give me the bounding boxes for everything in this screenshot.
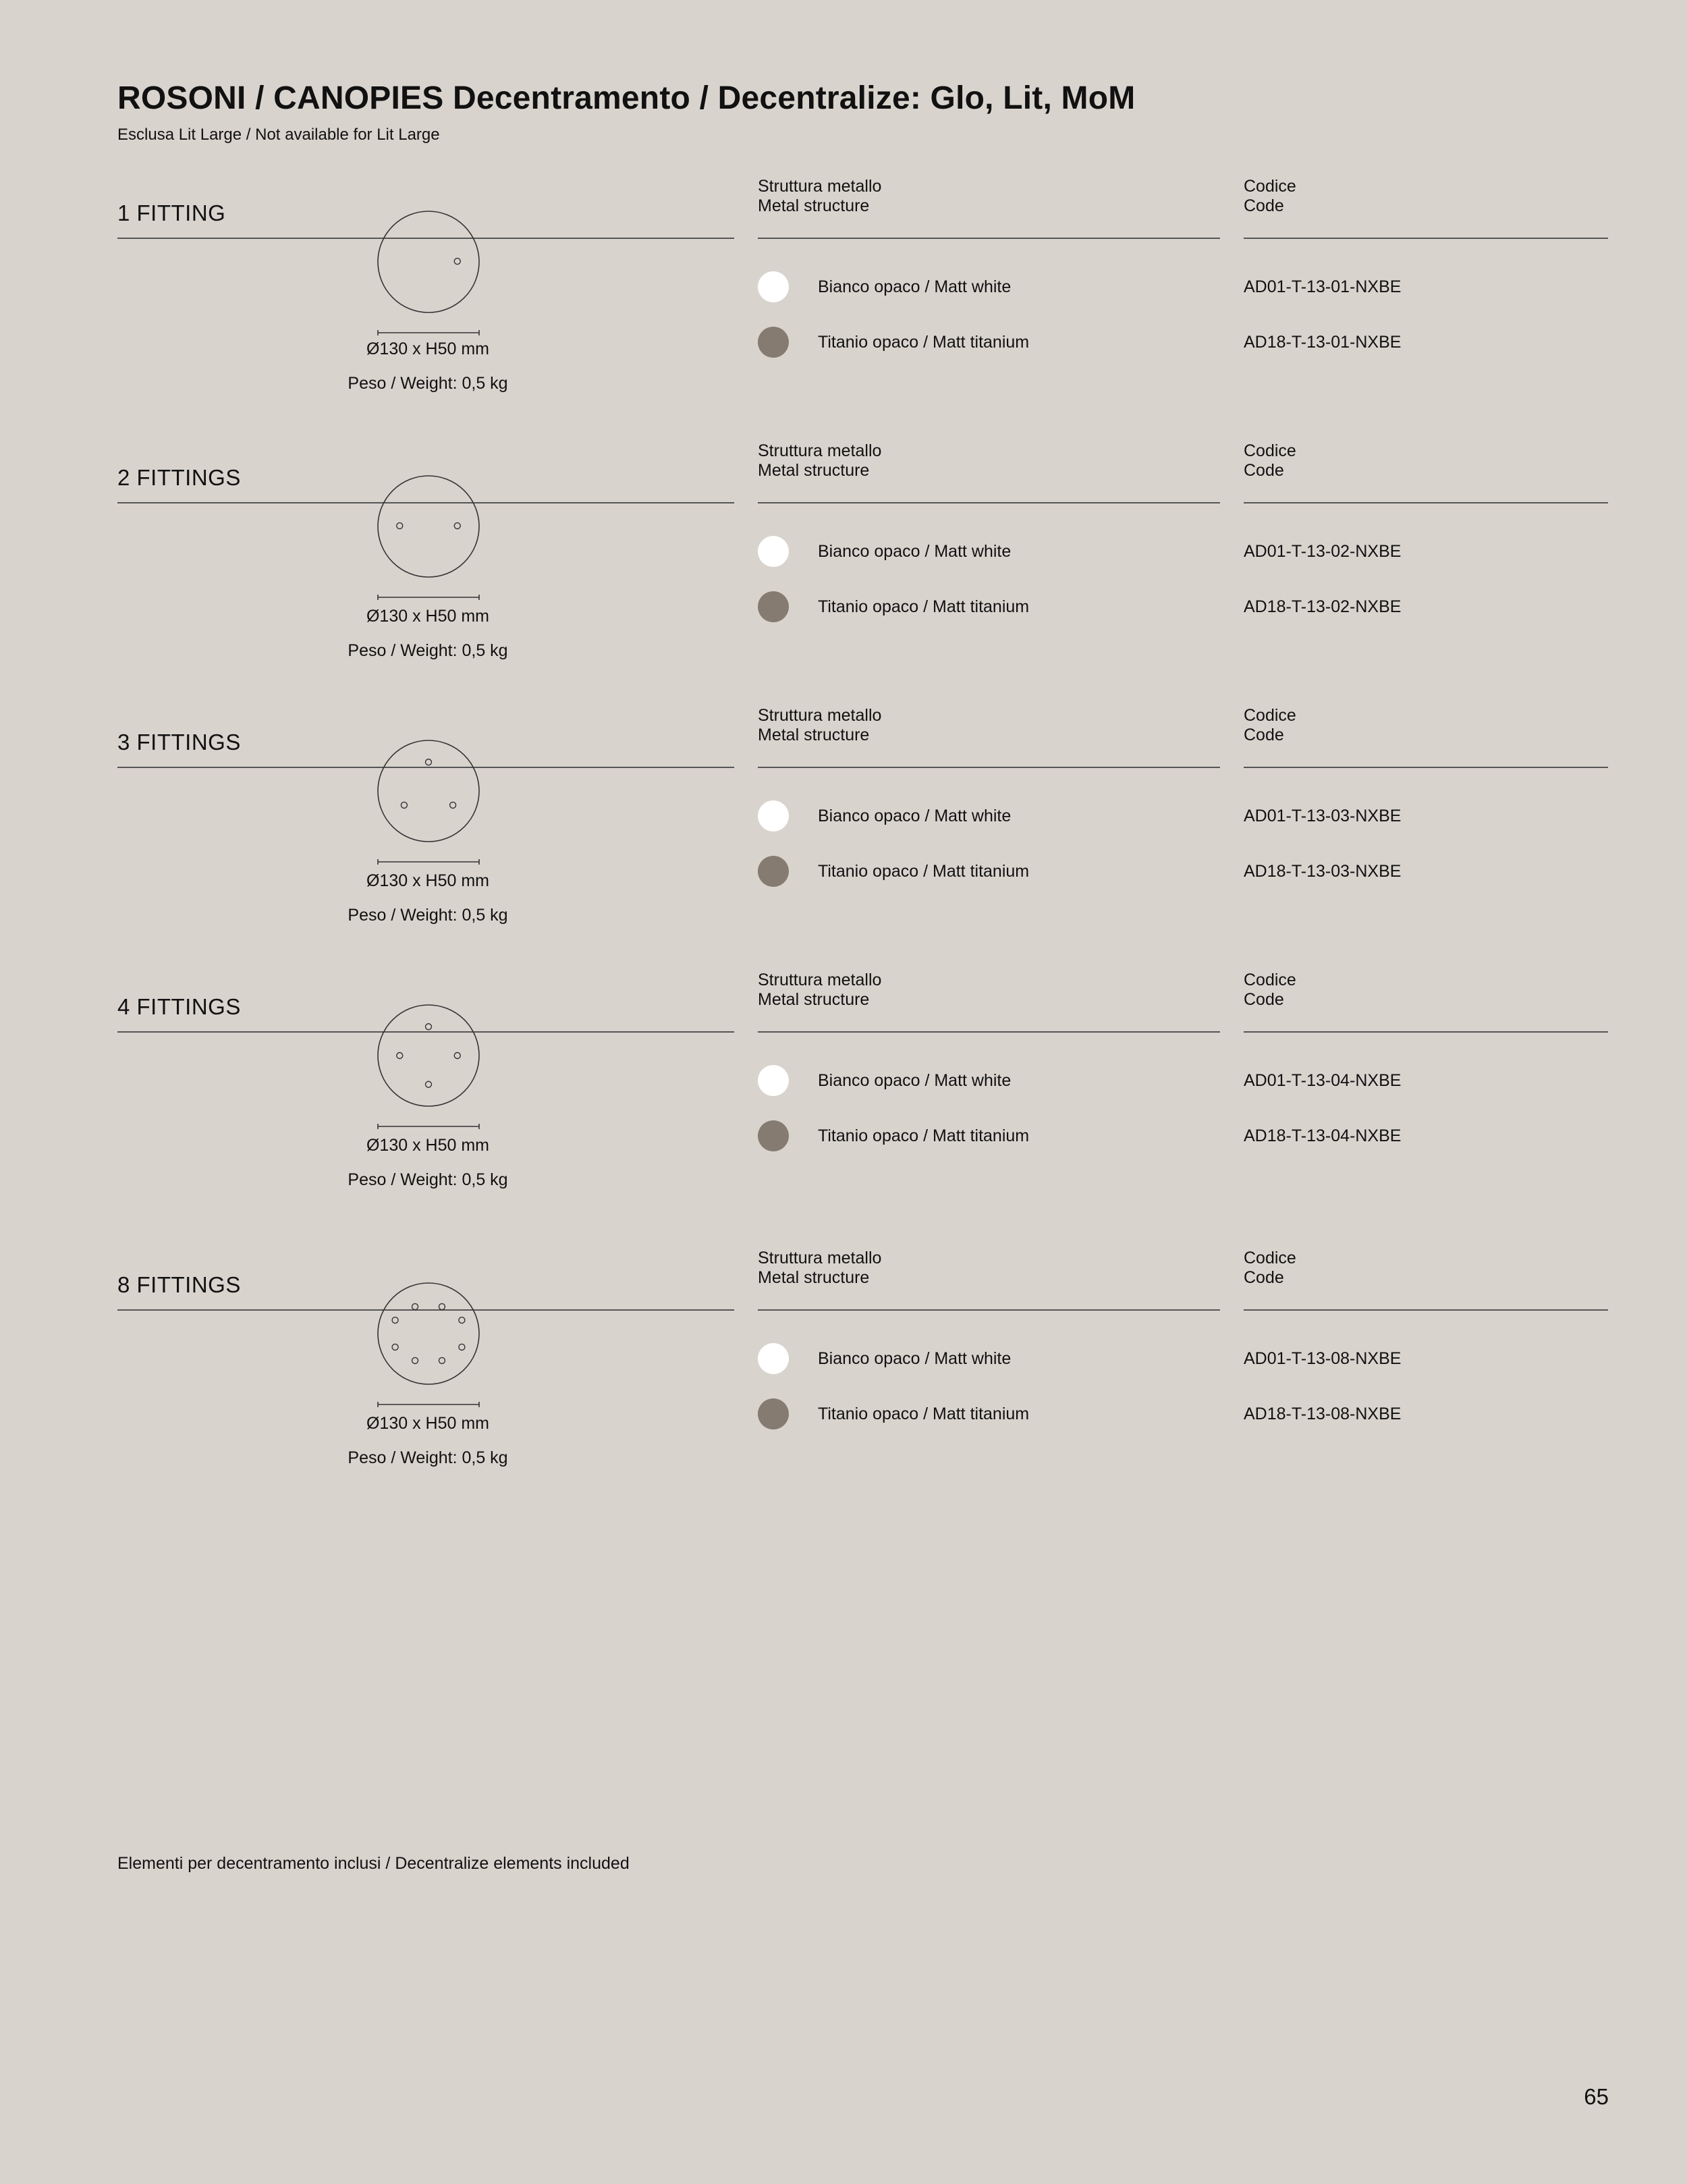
canopy-outline [378, 740, 479, 842]
code-label-it: Codice [1244, 706, 1296, 725]
code-label-it: Codice [1244, 177, 1296, 196]
code-label-it: Codice [1244, 971, 1296, 989]
canopy-outline [378, 1283, 479, 1384]
product-code: AD18-T-13-04-NXBE [1244, 1126, 1402, 1145]
product-code: AD01-T-13-04-NXBE [1244, 1071, 1402, 1090]
matt-white-swatch [758, 1065, 789, 1096]
code-label-en: Code [1244, 990, 1284, 1009]
finish-label: Titanio opaco / Matt titanium [818, 597, 1030, 616]
code-label-it: Codice [1244, 1249, 1296, 1267]
code-column-header [1244, 971, 1608, 1033]
finish-label: Bianco opaco / Matt white [818, 277, 1012, 296]
fitting-hole [397, 1053, 403, 1059]
fitting-hole [412, 1304, 418, 1310]
matt-titanium-swatch [758, 1120, 789, 1151]
code-column-header [1244, 177, 1608, 239]
section-1-fitting [0, 177, 1687, 460]
section-8-fittings [0, 1249, 1687, 1532]
structure-label-en: Metal structure [758, 990, 870, 1009]
fitting-hole [392, 1317, 398, 1323]
weight-text: Peso / Weight: 0,5 kg [348, 906, 508, 925]
canopy-outline [378, 211, 479, 312]
dimensions-text: Ø130 x H50 mm [366, 607, 489, 626]
weight-text: Peso / Weight: 0,5 kg [348, 374, 508, 393]
fitting-hole [454, 258, 460, 265]
product-code: AD01-T-13-02-NXBE [1244, 542, 1402, 561]
section-title: 3 FITTINGS [117, 726, 734, 768]
section-title: 4 FITTINGS [117, 991, 734, 1033]
code-column-header [1244, 1249, 1608, 1311]
matt-titanium-swatch [758, 856, 789, 887]
matt-white-swatch [758, 800, 789, 831]
structure-label-it: Struttura metallo [758, 971, 882, 989]
fitting-hole [454, 1053, 460, 1059]
finish-label: Bianco opaco / Matt white [818, 1349, 1012, 1368]
structure-label-en: Metal structure [758, 461, 870, 480]
page-number: 65 [1584, 2084, 1609, 2109]
dimensions-text: Ø130 x H50 mm [366, 1136, 489, 1155]
matt-white-swatch [758, 536, 789, 567]
structure-column-header [758, 706, 1220, 768]
fitting-hole [392, 1344, 398, 1350]
canopy-outline [378, 1005, 479, 1106]
structure-label-en: Metal structure [758, 726, 870, 744]
product-code: AD01-T-13-01-NXBE [1244, 277, 1402, 296]
canopy-diagram [373, 211, 484, 346]
matt-white-swatch [758, 271, 789, 302]
structure-column-header [758, 177, 1220, 239]
matt-titanium-swatch [758, 327, 789, 358]
fitting-hole [426, 1081, 432, 1087]
structure-label-it: Struttura metallo [758, 706, 882, 725]
section-3-fittings [0, 706, 1687, 989]
fitting-hole [450, 802, 456, 808]
matt-white-swatch [758, 1343, 789, 1374]
section-title: 2 FITTINGS [117, 462, 734, 503]
footnote: Elementi per decentramento inclusi / Decentralize elements included [117, 1854, 630, 1873]
section-2-fittings [0, 441, 1687, 725]
product-code: AD01-T-13-08-NXBE [1244, 1349, 1402, 1368]
matt-titanium-swatch [758, 591, 789, 622]
fitting-hole [401, 802, 407, 808]
canopy-diagram [373, 1004, 484, 1139]
weight-text: Peso / Weight: 0,5 kg [348, 1448, 508, 1467]
product-code: AD01-T-13-03-NXBE [1244, 807, 1402, 825]
code-label-it: Codice [1244, 441, 1296, 460]
structure-column-header [758, 441, 1220, 503]
fitting-hole [412, 1357, 418, 1363]
canopy-diagram [373, 740, 484, 875]
finish-label: Titanio opaco / Matt titanium [818, 862, 1030, 881]
structure-label-en: Metal structure [758, 1268, 870, 1287]
section-4-fittings [0, 971, 1687, 1254]
fitting-hole [426, 1024, 432, 1030]
fitting-hole [454, 523, 460, 529]
product-code: AD18-T-13-02-NXBE [1244, 597, 1402, 616]
finish-label: Titanio opaco / Matt titanium [818, 333, 1030, 352]
product-code: AD18-T-13-01-NXBE [1244, 333, 1402, 352]
structure-label-it: Struttura metallo [758, 177, 882, 196]
structure-label-it: Struttura metallo [758, 1249, 882, 1267]
fitting-hole [459, 1344, 465, 1350]
fitting-hole [397, 523, 403, 529]
fitting-hole [459, 1317, 465, 1323]
section-title: 1 FITTING [117, 197, 734, 239]
dimensions-text: Ø130 x H50 mm [366, 1414, 489, 1433]
fitting-hole [439, 1304, 445, 1310]
structure-label-it: Struttura metallo [758, 441, 882, 460]
matt-titanium-swatch [758, 1398, 789, 1429]
finish-label: Titanio opaco / Matt titanium [818, 1126, 1030, 1145]
dimensions-text: Ø130 x H50 mm [366, 871, 489, 890]
finish-label: Bianco opaco / Matt white [818, 807, 1012, 825]
finish-label: Titanio opaco / Matt titanium [818, 1404, 1030, 1423]
section-title: 8 FITTINGS [117, 1269, 734, 1311]
structure-label-en: Metal structure [758, 196, 870, 215]
canopy-outline [378, 476, 479, 577]
canopy-diagram [373, 475, 484, 610]
weight-text: Peso / Weight: 0,5 kg [348, 1170, 508, 1189]
structure-column-header [758, 971, 1220, 1033]
structure-column-header [758, 1249, 1220, 1311]
fitting-hole [426, 759, 432, 765]
code-label-en: Code [1244, 726, 1284, 744]
page-title: ROSONI / CANOPIES Decentramento / Decentralize: Glo, Lit, MoM [117, 80, 1136, 116]
weight-text: Peso / Weight: 0,5 kg [348, 641, 508, 660]
product-code: AD18-T-13-08-NXBE [1244, 1404, 1402, 1423]
code-label-en: Code [1244, 1268, 1284, 1287]
code-column-header [1244, 441, 1608, 503]
finish-label: Bianco opaco / Matt white [818, 542, 1012, 561]
code-label-en: Code [1244, 196, 1284, 215]
canopy-diagram [373, 1282, 484, 1417]
finish-label: Bianco opaco / Matt white [818, 1071, 1012, 1090]
code-column-header [1244, 706, 1608, 768]
page-subtitle: Esclusa Lit Large / Not available for Lit Large [117, 126, 440, 144]
dimensions-text: Ø130 x H50 mm [366, 339, 489, 358]
fitting-hole [439, 1357, 445, 1363]
product-code: AD18-T-13-03-NXBE [1244, 862, 1402, 881]
code-label-en: Code [1244, 461, 1284, 480]
